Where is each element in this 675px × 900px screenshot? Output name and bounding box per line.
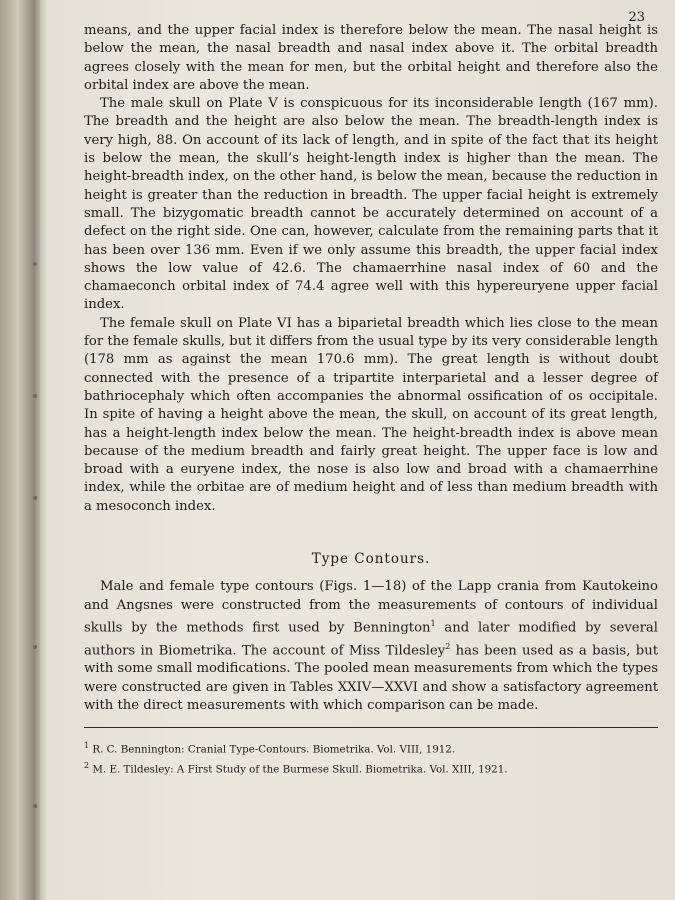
book-spine <box>0 0 40 900</box>
footnote-ref-2: 2 <box>445 641 451 651</box>
paragraph-1: means, and the upper facial index is therefore below the mean. The nasal height is below the mean, the nasal breadth and nasal index above it. The orbital breadth agrees closely with the mean for men, but the orbital height and therefore also the orbital index are above the mean. <box>84 23 658 93</box>
page-number: 23 <box>628 10 645 25</box>
section-title: Type Contours. <box>311 551 431 568</box>
type-contours-paragraph <box>84 578 658 715</box>
footnote-divider <box>84 727 658 728</box>
footnote-marker-2: 2 <box>84 760 90 770</box>
footnote-text-2: M. E. Tildesley: A First Study of the Burmese Skull. Biometrika. Vol. XIII, 1921. <box>92 763 508 776</box>
type-contours-part-1: Male and female type contours (Figs. 1—18) of the Lapp crania from Kautokeino and Angsnes were constructed from the measurements of contours of individual skulls by the methods first used by Bennington <box>84 579 658 636</box>
footnote-marker-1: 1 <box>84 741 90 751</box>
footnote-ref-1: 1 <box>430 618 436 628</box>
paragraph-2: The male skull on Plate V is conspicuous for its inconsiderable length (167 mm). The breadth and the height are also below the mean. The breadth-length index is very high, 88. On account of its lack of length, and in spite of the fact that its height is below the mean, the skull’s height-length index is higher than the mean. The height-breadth index, on the other hand, is below the mean, because the reduction in height is greater than the reduction in breadth. The upper facial height is extremely small. The bizygomatic breadth cannot be accurately determined on account of a defect on the right side. One can, however, calculate from the remaining parts that it has been over 136 mm. Even if we only assume this breadth, the upper facial index shows the low value of 42.6. The chamaerrhine nasal index of 60 and the chamaeconch orbital index of 74.4 agree well with this hypereuryene upper facial index. <box>84 96 658 313</box>
paragraph-3: The female skull on Plate VI has a biparietal breadth which lies close to the mean for the female skulls, but it differs from the usual type by its very considerable length (178 mm as against the mean 170.6 mm). The great length is without doubt connected with the presence of a tripartite interparietal and a lesser degree of bathriocephaly which often accompanies the abnormal ossification of os occipitale. In spite of having a height above the mean, the skull, on account of its great length, has a height-length index below the mean. The height-breadth index is above mean because of the medium breadth and fairly great height. The upper face is low and broad with a euryene index, the nose is also low and broad with a chamaerrhine index, while the orbitae are of medium height and of less than medium breadth with a mesoconch index. <box>84 315 658 514</box>
book-page <box>84 22 658 777</box>
footnotes <box>84 738 658 777</box>
type-contours-part-2: and later modified by several authors in Biometrika. The account of Miss Tildesley <box>84 620 658 658</box>
type-contours-part-3: has been used as a basis, but with some small modifications. The pooled mean measurements from which the types were constructed are given in Tables XXIV—XXVI and show a satisfactory agreement with the direct measurements with which comparison can be made. <box>84 642 658 713</box>
footnote-text-1: R. C. Bennington: Cranial Type-Contours. Biometrika. Vol. VIII, 1912. <box>92 743 456 756</box>
footnote-1 <box>84 738 658 757</box>
footnote-2 <box>84 758 658 777</box>
